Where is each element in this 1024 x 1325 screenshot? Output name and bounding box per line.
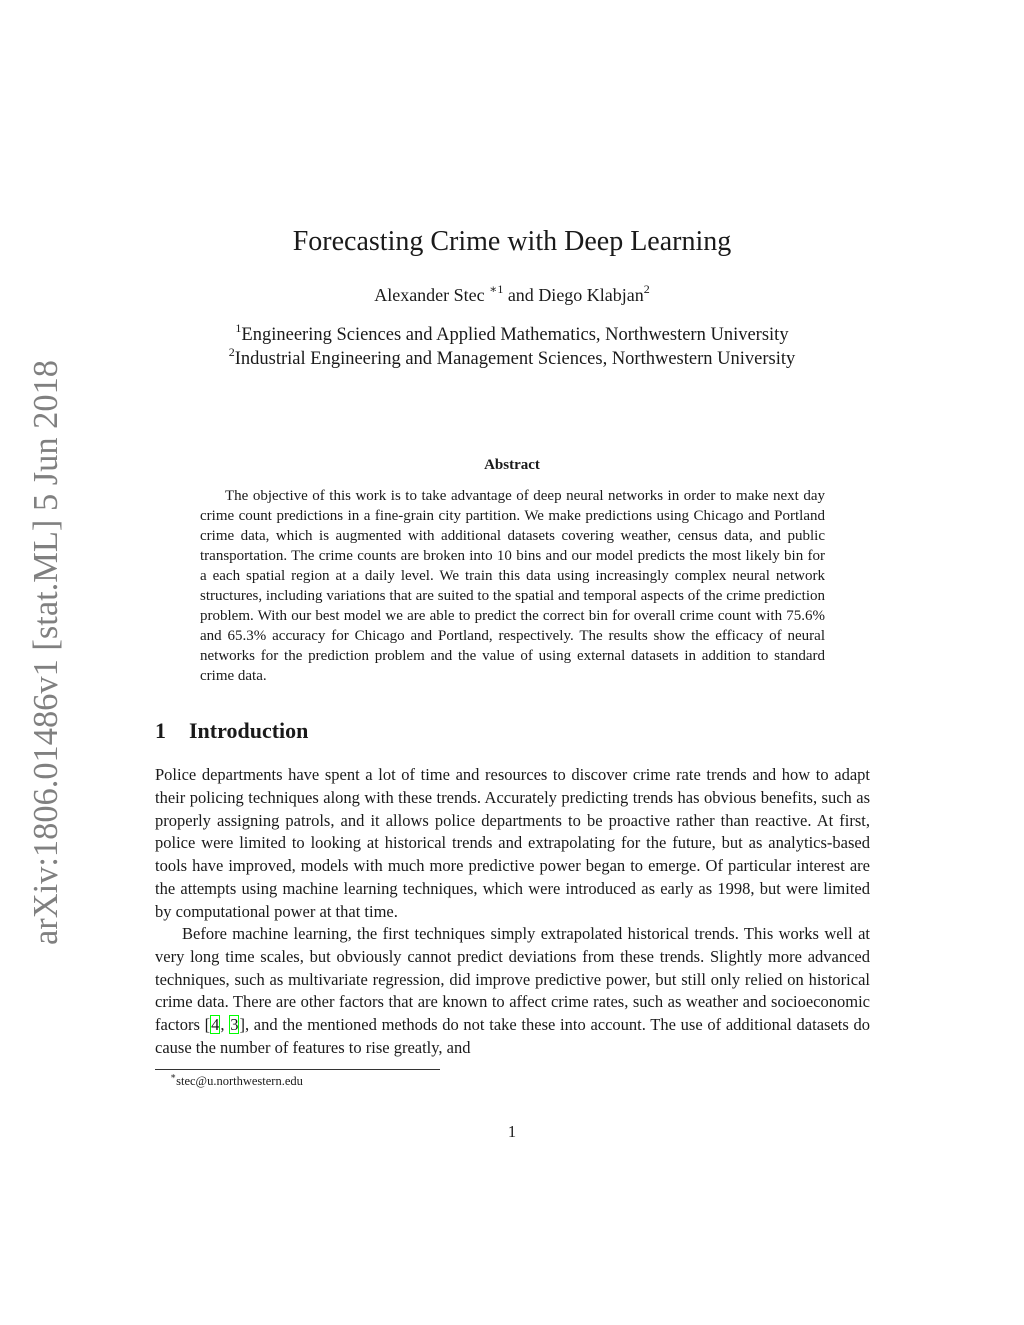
abstract-heading: Abstract [484, 457, 540, 473]
footnote-mark: ∗ [170, 1070, 177, 1081]
footnote-rule [155, 1069, 440, 1070]
affiliation-mark: 1 [235, 320, 242, 335]
section-title: Introduction [189, 718, 309, 743]
body-paragraph [155, 923, 870, 1060]
citation-link[interactable]: 4 [211, 1015, 220, 1035]
citation-separator: , [220, 1015, 230, 1035]
paragraph-text: ], and the mentioned methods do not take these into account. The use of additional datasets do cause the number of features to rise greatly, and [155, 1015, 870, 1057]
author-name: Alexander Stec [374, 285, 485, 305]
affiliation [0, 320, 1024, 346]
abstract-body: The objective of this work is to take advantage of deep neural networks in order to make next day crime count predictions in a fine-grain city partition. We make predictions using Chicago and Portland crime data, which is augmented with additional datasets covering weather, census data, and public transportation. The crime counts are broken into 10 bins and our model predicts the most likely bin for a each spatial region at a daily level. We train this data using increasingly complex neural network structures, including variations that are suited to the spatial and temporal aspects of the crime prediction problem. With our best model we are able to predict the correct bin for overall crime count with 75.6% and 65.3% accuracy for Chicago and Portland, respectively. The results show the efficacy of neural networks for the prediction problem and the value of using external datasets in addition to standard crime data. [200, 488, 825, 684]
affiliation-text: Industrial Engineering and Management Sciences, Northwestern University [234, 349, 796, 369]
footnote-email: stec@u.northwestern.edu [176, 1074, 303, 1088]
affiliation-text: Engineering Sciences and Applied Mathematics, Northwestern University [241, 325, 789, 345]
page-number: 1 [507, 1122, 517, 1141]
author-affiliation-mark: ∗1 [489, 282, 504, 296]
section-heading [155, 718, 308, 744]
arxiv-identifier-text: arXiv:1806.01486v1 [stat.ML] 5 Jun 2018 [26, 350, 65, 945]
author-affiliation-mark: 2 [643, 282, 650, 296]
body-paragraph: Police departments have spent a lot of time and resources to discover crime rate trends and how to adapt their policing techniques along with these trends. Accurately predicting trends has obvious benefits, such as properly assigning patrols, and it allows police departments to be proactive rather than reactive. At first, police were limited to looking at historical trends and extrapolating for the future, but as analytics-based tools have improved, models with much more predictive power began to emerge. Of particular interest are the attempts using machine learning techniques, which were introduced as early as 1998, but were limited by computational power at that time. [155, 765, 870, 921]
section-number: 1 [155, 718, 166, 743]
author-conjunction: and [507, 285, 534, 305]
footnote [170, 1070, 303, 1089]
citation-link[interactable]: 3 [230, 1015, 239, 1035]
author-line [0, 282, 1024, 306]
affiliation-mark: 2 [228, 344, 235, 359]
affiliation [0, 344, 1024, 370]
author-name: Diego Klabjan [538, 285, 644, 305]
paper-title: Forecasting Crime with Deep Learning [292, 226, 732, 257]
arxiv-identifier-stamp [12, 350, 72, 945]
paragraph-text: Before machine learning, the first techniques simply extrapolated historical trends. This works well at very long time scales, but obviously cannot predict deviations from these trends. Slightly more advanced techniques, such as multivariate regression, did improve predictive power, but still only relied on historical crime data. There are other factors that are known to affect crime rates, such as weather and socioeconomic factors [ [155, 924, 870, 1035]
